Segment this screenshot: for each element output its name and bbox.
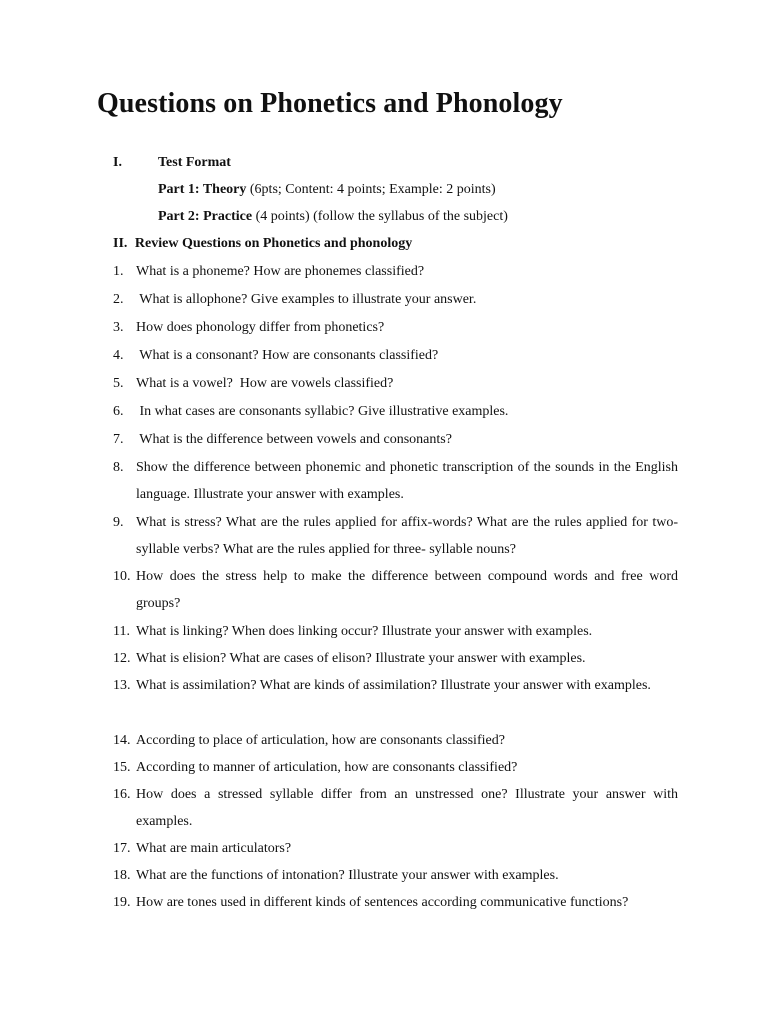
question-text: How does a stressed syllable differ from an unstressed one? Illustrate your answer with examples.: [136, 787, 678, 829]
question-item: [113, 426, 678, 453]
question-text: What is a vowel? How are vowels classified?: [136, 376, 394, 391]
question-text: What is assimilation? What are kinds of assimilation? Illustrate your answer with examples.: [136, 678, 651, 693]
question-item: [113, 398, 678, 425]
question-text: How does the stress help to make the difference between compound words and free word groups?: [136, 569, 678, 611]
question-text: What is a phoneme? How are phonemes classified?: [136, 264, 425, 279]
question-number: 1.: [113, 264, 124, 279]
question-item: [113, 314, 678, 341]
section-heading: Review Questions on Phonetics and phonology: [134, 236, 413, 251]
question-text: According to manner of articulation, how are consonants classified?: [136, 760, 518, 775]
question-number: 13.: [113, 678, 131, 693]
section-numeral: I.: [113, 155, 122, 170]
question-text: What are main articulators?: [136, 841, 292, 856]
question-number: 15.: [113, 760, 131, 775]
question-item: [113, 342, 678, 369]
question-item: [113, 781, 678, 835]
question-number: 17.: [113, 841, 131, 856]
question-text: What is a consonant? How are consonants classified?: [136, 348, 439, 363]
section-numeral: II.: [113, 236, 128, 251]
part1-label: Part 1: Theory: [158, 182, 247, 197]
question-text: In what cases are consonants syllabic? Give illustrative examples.: [136, 404, 509, 419]
question-text: How does phonology differ from phonetics?: [136, 320, 385, 335]
question-text: What is stress? What are the rules applied for affix-words? What are the rules applied for two- syllable verbs? What are the rules applied for three- syllable nouns?: [136, 515, 678, 557]
question-item: [113, 258, 678, 285]
question-text: What is the difference between vowels and consonants?: [136, 432, 452, 447]
question-item: [113, 509, 678, 563]
question-item: [113, 454, 678, 508]
question-item: [113, 862, 678, 889]
question-number: 3.: [113, 320, 124, 335]
question-number: 2.: [113, 292, 124, 307]
question-number: 5.: [113, 376, 124, 391]
question-number: 6.: [113, 404, 124, 419]
question-number: 12.: [113, 651, 131, 666]
question-text: What are the functions of intonation? Illustrate your answer with examples.: [136, 868, 559, 883]
question-number: 10.: [113, 569, 131, 584]
question-number: 4.: [113, 348, 124, 363]
part1-detail: (6pts; Content: 4 points; Example: 2 points): [246, 182, 496, 197]
part2-label: Part 2: Practice: [158, 209, 253, 224]
question-number: 19.: [113, 895, 131, 910]
question-number: 7.: [113, 432, 124, 447]
part2-detail: (4 points) (follow the syllabus of the subject): [252, 209, 508, 224]
question-item: [113, 370, 678, 397]
question-text: What is allophone? Give examples to illustrate your answer.: [136, 292, 477, 307]
question-number: 16.: [113, 787, 131, 802]
question-item: [113, 835, 678, 862]
question-number: 14.: [113, 733, 131, 748]
question-number: 18.: [113, 868, 131, 883]
question-number: 9.: [113, 515, 124, 530]
question-item: [113, 618, 678, 645]
question-text: What is linking? When does linking occur? Illustrate your answer with examples.: [136, 624, 593, 639]
question-number: 8.: [113, 460, 124, 475]
page-title: Questions on Phonetics and Phonology: [97, 88, 563, 119]
question-text: What is elision? What are cases of elison? Illustrate your answer with examples.: [136, 651, 586, 666]
question-item: [113, 672, 678, 699]
question-text: Show the difference between phonemic and phonetic transcription of the sounds in the English language. Illustrate your answer with examples.: [136, 460, 678, 502]
question-item: [113, 645, 678, 672]
question-item: [113, 563, 678, 617]
section-review-questions: [113, 236, 412, 252]
part2-line: [158, 209, 508, 225]
question-item: [113, 727, 678, 754]
part1-line: [158, 182, 496, 198]
question-number: 11.: [113, 624, 130, 639]
question-item: [113, 754, 678, 781]
question-item: [113, 889, 678, 916]
question-item: [113, 286, 678, 313]
question-text: How are tones used in different kinds of sentences according communicative functions?: [136, 895, 629, 910]
question-text: According to place of articulation, how are consonants classified?: [136, 733, 505, 748]
section-heading: Test Format: [158, 155, 231, 170]
